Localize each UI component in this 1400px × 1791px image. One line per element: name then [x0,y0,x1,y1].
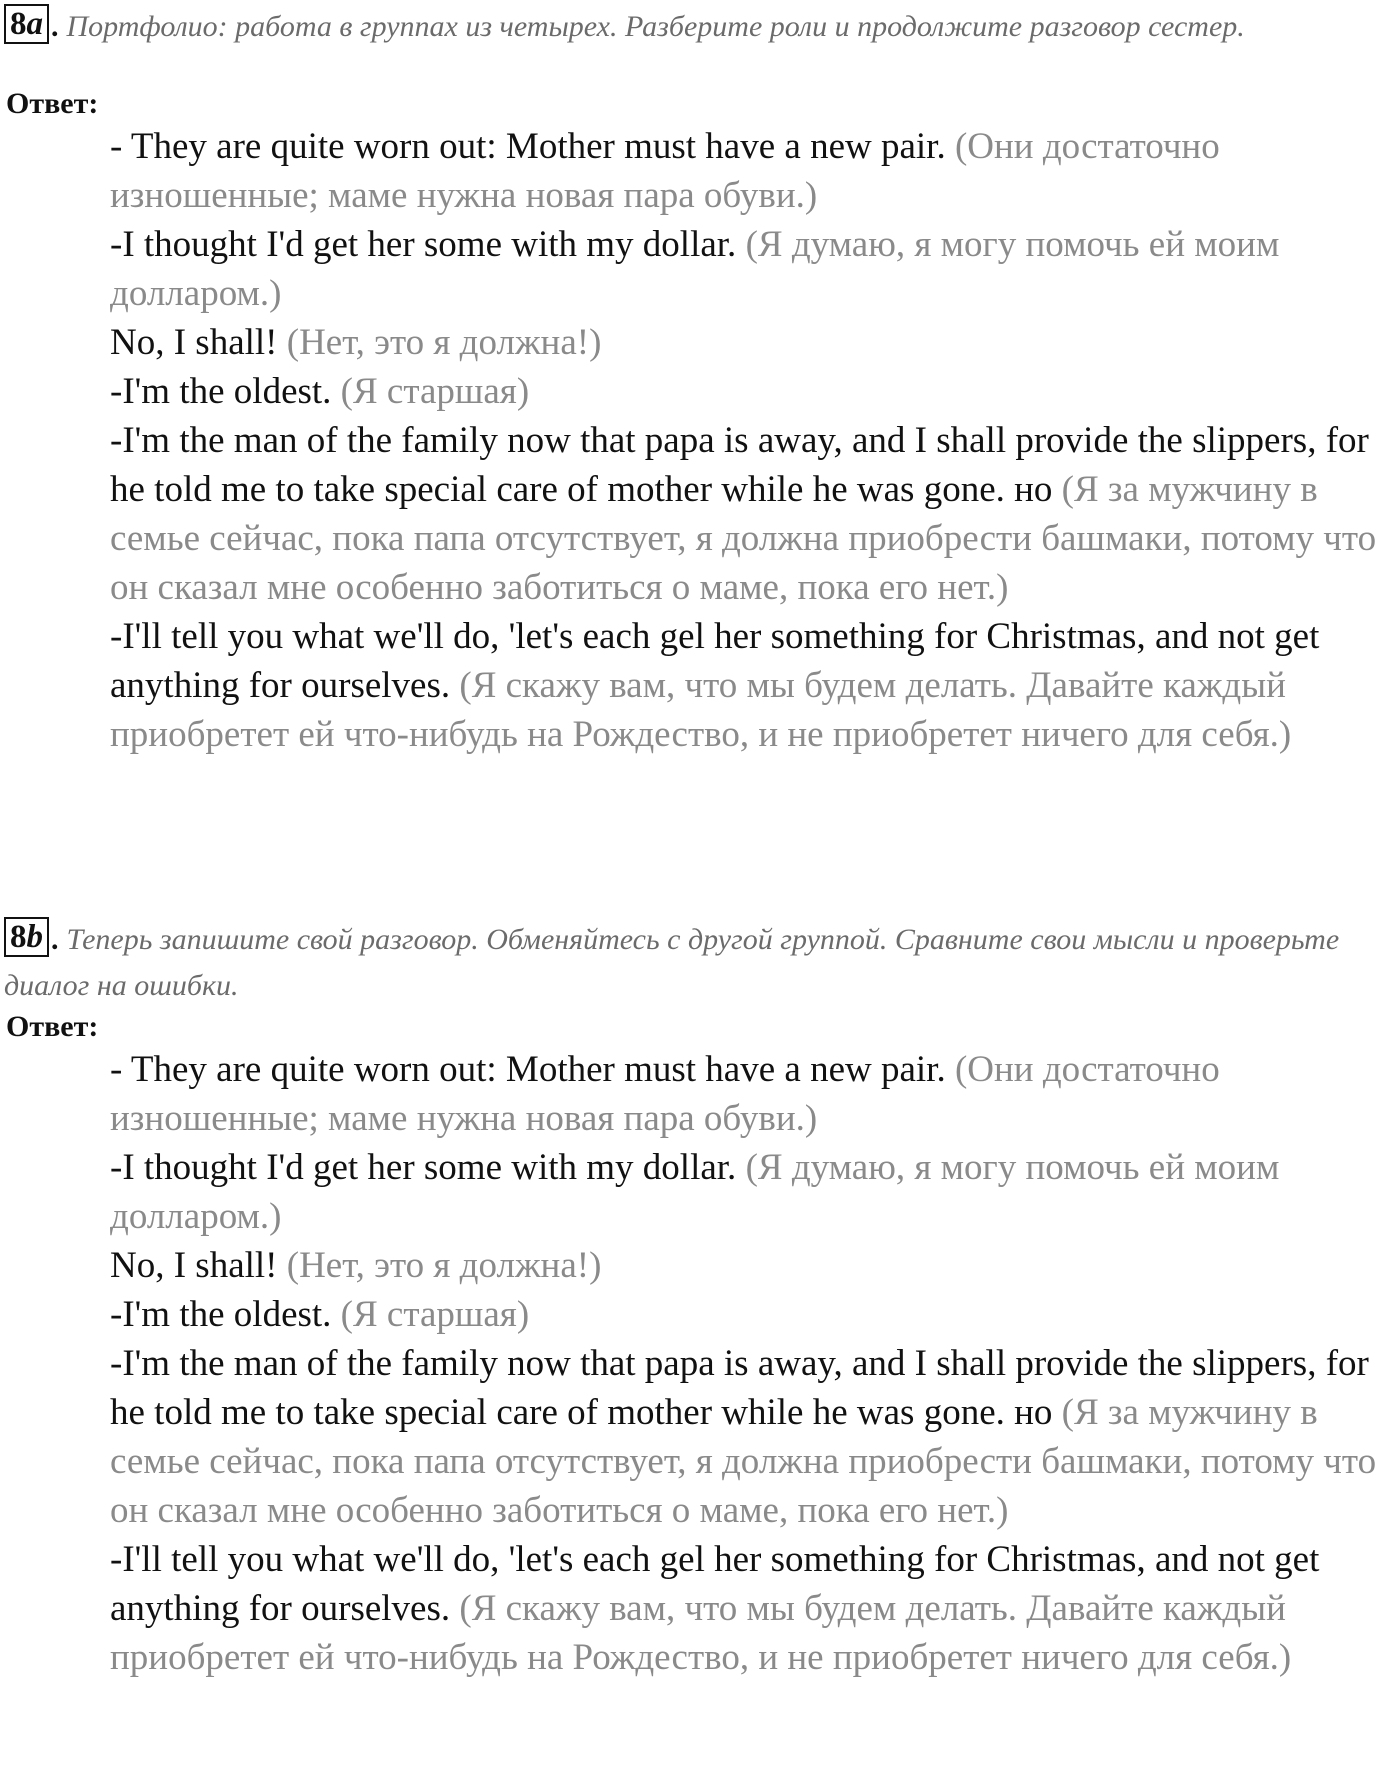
dialog-line [110,416,1400,612]
russian-translation: (Я скажу вам, что мы будем делать. Давайте каждый приобретет ей что-нибудь на Рождество, и не приобретет ничего для себя.) [110,665,1292,755]
english-text: -I'll tell you what we'll do, 'let's each gel her something for Christmas, and not get anything for ourselves. [110,616,1320,706]
answer-label: Ответ: [6,1010,99,1043]
russian-translation: (Я думаю, я могу помочь ей моим долларом.) [110,1147,1280,1237]
dialog-line [110,1535,1400,1682]
dialog-line [110,220,1400,318]
english-text: No, I shall! [110,1245,278,1286]
english-text: - They are quite worn out: Mother must have a new pair. [110,126,946,167]
english-text: -I'm the man of the family now that papa is away, and I shall provide the slippers, for he told me to take special care of mother while he was gone. но [110,420,1369,510]
english-text: No, I shall! [110,322,278,363]
russian-translation: (Я старшая) [340,371,530,412]
english-text: -I thought I'd get her some with my dollar. [110,224,737,265]
russian-translation: (Я думаю, я могу помочь ей моим долларом.) [110,224,1280,314]
dialog-line [110,1290,1400,1339]
task-instruction: Портфолио: работа в группах из четырех. Разберите роли и продолжите разговор сестер. [66,10,1245,43]
task-number: 8 [10,919,27,955]
task-8a-section [0,4,1400,759]
task-8a-header [4,4,1396,50]
english-text: -I'm the oldest. [110,1294,332,1335]
dialog-block [110,1045,1400,1682]
task-number-dot: . [51,923,59,956]
dialog-line [110,1143,1400,1241]
task-number: 8 [10,6,27,42]
task-letter: b [26,919,43,955]
dialog-line [110,1241,1400,1290]
russian-translation: (Я старшая) [340,1294,530,1335]
answer-label: Ответ: [6,87,99,120]
russian-translation: (Они достаточно изношенные; маме нужна новая пара обуви.) [110,1049,1220,1139]
russian-translation: (Они достаточно изношенные; маме нужна новая пара обуви.) [110,126,1220,216]
task-instruction: Теперь запишите свой разговор. Обменяйтесь с другой группой. Сравните свои мысли и проверьте диалог на ошибки. [4,923,1340,1002]
task-number-badge [4,917,49,957]
task-8b-header [4,917,1396,1009]
dialog-line [110,1045,1400,1143]
english-text: -I thought I'd get her some with my dollar. [110,1147,737,1188]
english-text: -I'm the man of the family now that papa is away, and I shall provide the slippers, for he told me to take special care of mother while he was gone. но [110,1343,1369,1433]
english-text: -I'm the oldest. [110,371,332,412]
russian-translation: (Я скажу вам, что мы будем делать. Давайте каждый приобретет ей что-нибудь на Рождество, и не приобретет ничего для себя.) [110,1588,1292,1678]
dialog-line [110,1339,1400,1535]
russian-translation: (Я за мужчину в семье сейчас, пока папа отсутствует, я должна приобрести башмаки, потому что он сказал мне особенно заботиться о маме, пока его нет.) [110,1392,1377,1531]
dialog-block [110,122,1400,759]
dialog-line [110,367,1400,416]
russian-translation: (Нет, это я должна!) [286,1245,602,1286]
task-number-dot: . [51,10,59,43]
dialog-line [110,122,1400,220]
english-text: - They are quite worn out: Mother must have a new pair. [110,1049,946,1090]
english-text: -I'll tell you what we'll do, 'let's each gel her something for Christmas, and not get anything for ourselves. [110,1539,1320,1629]
task-8b-section [0,917,1400,1682]
russian-translation: (Нет, это я должна!) [286,322,602,363]
russian-translation: (Я за мужчину в семье сейчас, пока папа отсутствует, я должна приобрести башмаки, потому что он сказал мне особенно заботиться о маме, пока его нет.) [110,469,1377,608]
dialog-line [110,612,1400,759]
dialog-line [110,318,1400,367]
task-letter: a [26,6,43,42]
task-number-badge [4,4,49,44]
